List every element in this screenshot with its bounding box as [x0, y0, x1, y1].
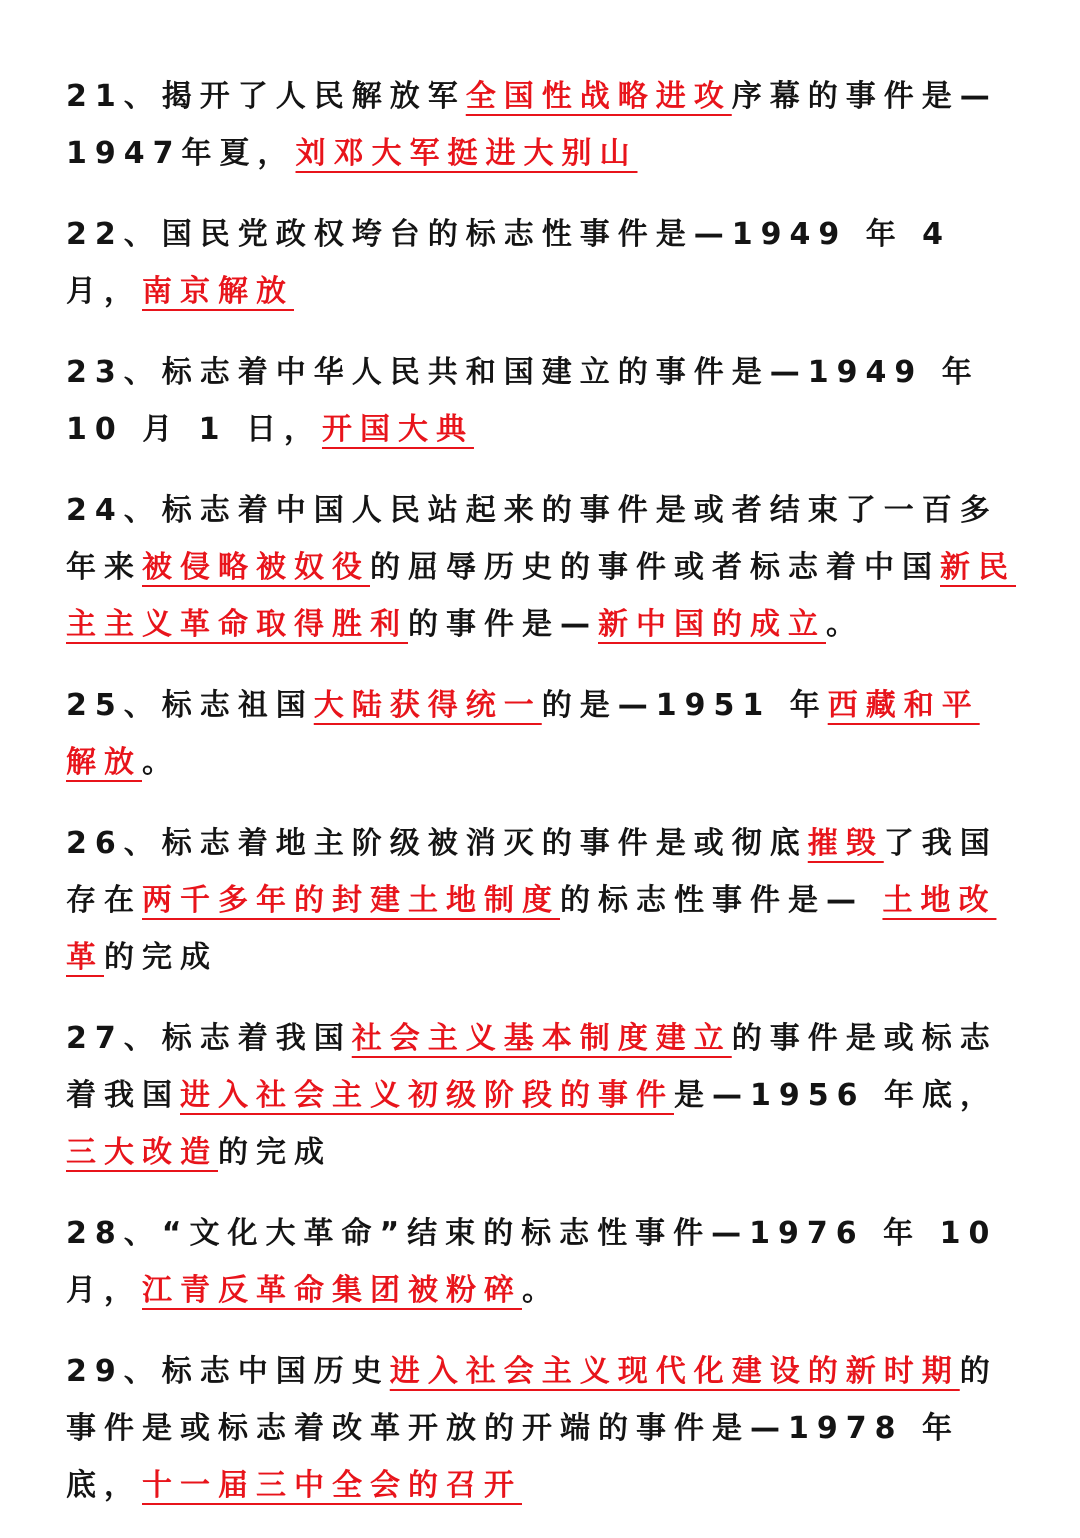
qa-item-26	[66, 815, 1016, 986]
qa-item-22	[66, 206, 1016, 320]
question-text: 25、标志祖国	[66, 688, 314, 723]
highlighted-answer: 两千多年的封建土地制度	[142, 883, 560, 918]
question-text: 的事件是或标志着改革开放的开端的事件是—1978 年底，	[66, 1354, 998, 1503]
highlighted-answer: 三大改造	[66, 1135, 218, 1170]
question-text: 。	[826, 607, 864, 642]
qa-item-28	[66, 1205, 1016, 1319]
highlighted-answer: 大陆获得统一	[313, 688, 542, 723]
question-text: 27、标志着我国	[66, 1021, 352, 1056]
highlighted-answer: 被侵略被奴役	[142, 550, 370, 585]
highlighted-answer: 进入社会主义现代化建设的新时期	[389, 1354, 960, 1389]
question-text: 的屈辱历史的事件或者标志着中国	[370, 550, 940, 585]
highlighted-answer: 西藏和平解放	[66, 688, 980, 780]
highlighted-answer: 开国大典	[321, 412, 474, 447]
highlighted-answer: 摧毁	[807, 826, 884, 861]
question-text: 的事件是或标志着我国	[66, 1021, 998, 1113]
question-text: 了我国存在	[66, 826, 998, 918]
highlighted-answer: 进入社会主义初级阶段的事件	[180, 1078, 674, 1113]
question-text: 的完成	[104, 940, 218, 975]
qa-item-21	[66, 68, 1016, 182]
question-text: 是—1956 年底，	[674, 1078, 998, 1113]
highlighted-answer: 江青反革命集团被粉碎	[142, 1273, 522, 1308]
qa-list	[66, 68, 1016, 1514]
question-text: 22、国民党政权垮台的标志性事件是—1949 年 4 月，	[66, 217, 952, 309]
question-text: 的事件是—	[408, 607, 598, 642]
question-text: 23、标志着中华人民共和国建立的事件是—1949 年 10 月 1 日，	[66, 355, 980, 447]
highlighted-answer: 新中国的成立	[598, 607, 826, 642]
qa-item-23	[66, 344, 1016, 458]
highlighted-answer: 十一届三中全会的召开	[142, 1468, 522, 1503]
highlighted-answer: 新民主主义革命取得胜利	[66, 550, 1016, 642]
qa-item-29	[66, 1343, 1016, 1514]
highlighted-answer: 刘邓大军挺进大别山	[295, 136, 638, 171]
question-text: 21、揭开了人民解放军	[66, 79, 466, 114]
question-text: 的是—1951 年	[541, 688, 828, 723]
qa-item-27	[66, 1010, 1016, 1181]
question-text: 。	[142, 745, 180, 780]
question-text: 的标志性事件是—	[560, 883, 883, 918]
qa-item-25	[66, 677, 1016, 791]
question-text: 序幕的事件是—1947年夏，	[66, 79, 998, 171]
question-text: 29、标志中国历史	[66, 1354, 390, 1389]
question-text: 26、标志着地主阶级被消灭的事件是或彻底	[66, 826, 808, 861]
highlighted-answer: 土地改革	[66, 883, 997, 975]
question-text: 28、“文化大革命”结束的标志性事件—1976 年 10 月，	[66, 1216, 998, 1308]
question-text: 24、标志着中国人民站起来的事件是或者结束了一百多年来	[66, 493, 998, 585]
highlighted-answer: 南京解放	[142, 274, 294, 309]
question-text: 。	[522, 1273, 560, 1308]
document-page	[66, 68, 1016, 1538]
qa-item-24	[66, 482, 1016, 653]
question-text: 的完成	[218, 1135, 332, 1170]
highlighted-answer: 全国性战略进攻	[465, 79, 732, 114]
highlighted-answer: 社会主义基本制度建立	[351, 1021, 732, 1056]
